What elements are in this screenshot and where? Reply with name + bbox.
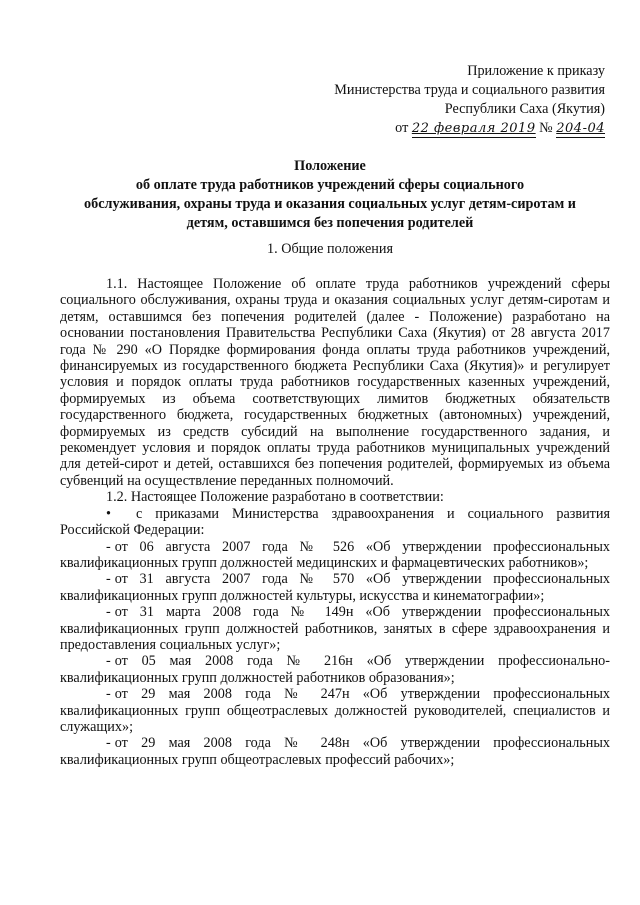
handwritten-number: 204-04 — [556, 121, 605, 136]
title-line-1: Положение — [294, 158, 366, 174]
bullet-text: с приказами Министерства здравоохранения и социального развития Российской Федерации: — [60, 505, 610, 539]
document-title — [60, 157, 600, 233]
paragraph-1-2: 1.2. Настоящее Положение разработано в соответствии: — [106, 489, 444, 506]
appendix-line-1: Приложение к приказу — [467, 63, 605, 79]
order-item: - от 31 марта 2008 года № 149н «Об утверждении профессиональных квалификационных групп должностей работников, занятых в сфере здравоохранения и предоставления социальных услуг»; — [60, 604, 610, 653]
appendix-header — [334, 62, 605, 138]
order-item: - от 29 мая 2008 года № 247н «Об утверждении профессиональных квалификационных групп общеотраслевых должностей руководителей, специалистов и служащих»; — [60, 686, 610, 735]
order-item: - от 31 августа 2007 года № 570 «Об утверждении профессиональных квалификационных групп должностей культуры, искусства и кинематографии»; — [60, 571, 610, 604]
bullet-marker: • — [106, 505, 111, 522]
document-body — [60, 276, 610, 768]
from-label: от — [395, 120, 409, 136]
appendix-line-2: Министерства труда и социального развития — [334, 82, 605, 98]
order-item: - от 05 мая 2008 года № 216н «Об утверждении профессионально-квалификационных групп должностей работников образования»; — [60, 653, 610, 686]
number-label: № — [539, 120, 553, 136]
handwritten-date: 22 февраля 2019 — [411, 121, 536, 136]
title-line-2: об оплате труда работников учреждений сферы социального — [135, 177, 525, 193]
appendix-line-3: Республики Саха (Якутия) — [444, 101, 605, 117]
bullet-item — [60, 506, 610, 539]
title-line-3: обслуживания, охраны труда и оказания социальных услуг детям-сиротам и — [84, 196, 576, 212]
appendix-date-line — [334, 119, 605, 138]
order-item: - от 06 августа 2007 года № 526 «Об утверждении профессиональных квалификационных групп должностей медицинских и фармацевтических работников»; — [60, 538, 610, 571]
paragraph-1-1: 1.1. Настоящее Положение об оплате труда работников учреждений сферы социального обслуживания, охраны труда и оказания социальных услуг детям-сиротам и детям, оставшимся без попечения родителей (далее - Положение) разработано на основании постановления Правительства Республики Саха (Якутия) от 28 августа 2017 года № 290 «О Порядке формирования фонда оплаты труда работников учреждений, финансируемых из государственного бюджета Республики Саха (Якутия)» и регулирует условия и порядок оплаты труда работников государственных казенных учреждений, формируемых из объема соответствующих лимитов бюджетных обязательств государственного бюджета, государственных бюджетных (автономных) учреждений, формируемых из средств субсидий на выполнение государственного задания, и рекомендует условия и порядок оплаты труда работников муниципальных учреждений для детей-сирот и детей, оставшихся без попечения родителей, формируемых из объема субвенций на осуществление переданных полномочий. — [60, 276, 610, 489]
title-line-4: детям, оставшимся без попечения родителей — [186, 215, 474, 231]
order-item: - от 29 мая 2008 года № 248н «Об утверждении профессиональных квалификационных групп общеотраслевых профессий рабочих»; — [60, 735, 610, 768]
section-heading: 1. Общие положения — [267, 241, 393, 257]
